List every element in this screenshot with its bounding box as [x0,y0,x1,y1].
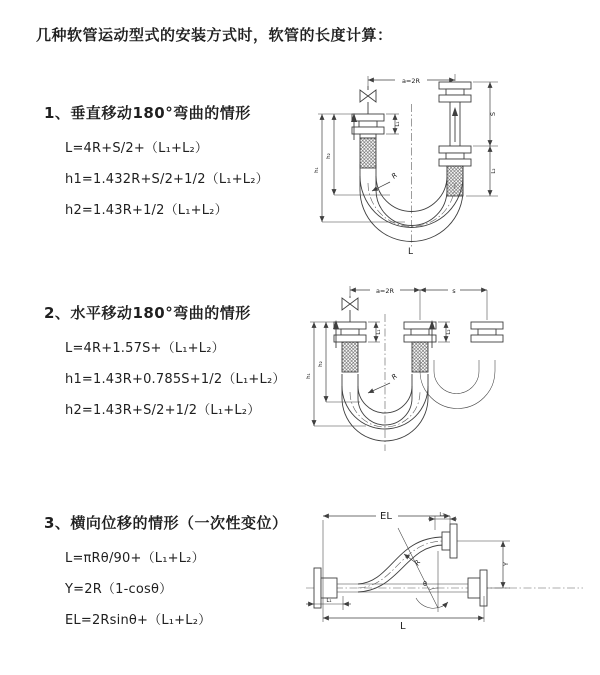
formula-L: L=πRθ/90+（L₁+L₂） [65,551,205,566]
formula-EL: EL=2Rsinθ+（L₁+L₂） [65,613,212,628]
hose-centerline-arc [368,183,455,226]
dimension-L1-label: L₁ [376,329,382,335]
dimension-S [473,82,498,146]
dimension-EL-label: EL [380,511,392,522]
diagram-horizontal-180-bend [304,276,532,471]
right-movement-arrow [452,107,458,142]
radius-R-leader [404,554,423,567]
dimension-L2 [438,322,452,342]
dimension-L2-label: L₂ [446,329,452,335]
dimension-L2 [466,146,498,196]
diagram-vertical-180-bend [310,64,525,264]
dimension-L-label: L [408,247,414,257]
radius-R-label: R [390,171,400,181]
dimension-h2-label: h₂ [318,361,324,367]
dimension-s-label: s [452,287,456,295]
dimension-L-label: L [400,621,406,632]
section-1-formulas [44,133,269,226]
middle-braided-hose [412,342,428,372]
dimension-h1-label: h₁ [306,373,312,379]
formula-h1: h1=1.432R+S/2+1/2（L₁+L₂） [65,172,269,187]
dimension-L1 [368,322,382,342]
section-1-heading: 1、垂直移动180°弯曲的情形 [44,104,251,122]
formula-Y: Y=2R（1-cosθ） [65,582,173,597]
dimension-S-label: S [489,111,497,117]
radius-R-label: R [390,372,400,382]
left-braided-hose [360,138,376,168]
dimension-Y-label: Y [502,562,510,566]
dimension-L1-label: L₁ [395,121,401,127]
dimension-L1 [306,596,351,610]
radius-R-leader [368,372,399,393]
right-flange-ghost [471,322,503,342]
diagram-lateral-displacement [298,496,593,646]
formula-h2: h2=1.43R+1/2（L₁+L₂） [65,203,228,218]
formula-L: L=4R+1.57S+（L₁+L₂） [65,341,225,356]
section-2-heading: 2、水平移动180°弯曲的情形 [44,304,251,322]
section-3-formulas [44,543,287,636]
dimension-L1-label: L₁ [326,598,332,604]
left-flange [352,114,384,138]
upper-right-flange [442,524,457,558]
right-flange-top [439,82,471,102]
valve-icon [342,296,358,322]
displaced-hose-arcs [420,360,495,408]
left-flange [334,322,366,342]
dimension-L [323,596,484,632]
section-3-heading: 3、横向位移的情形（一次性变位） [44,514,288,532]
dimension-L1 [386,114,401,134]
dimension-h1-label: h₁ [314,167,320,173]
page-title: 几种软管运动型式的安装方式时，软管的长度计算： [36,26,393,44]
formula-L: L=4R+S/2+（L₁+L₂） [65,141,209,156]
dimension-a2R-label: a=2R [401,77,421,85]
dimension-a2R-label: a=2R [375,287,395,295]
formula-h1: h1=1.43R+0.785S+1/2（L₁+L₂） [65,372,286,387]
left-braided-hose [342,342,358,372]
dimension-L2-label: L₂ [439,512,445,518]
right-braided-hose [447,166,463,196]
section-2-formulas [44,333,286,426]
section-lateral-displacement [44,512,287,636]
dimension-s [420,285,487,295]
dimension-L2-label: L₂ [491,168,497,174]
dimension-EL [323,509,450,622]
formula-h2: h2=1.43R+S/2+1/2（L₁+L₂） [65,403,261,418]
dimension-h2-label: h₂ [326,153,332,159]
valve-icon [360,86,376,114]
radius-R-label: R [413,558,423,568]
section-horizontal-movement [44,302,286,426]
right-flange-bottom [439,146,471,166]
section-vertical-movement [44,102,269,226]
angle-theta-label: θ [423,580,427,588]
